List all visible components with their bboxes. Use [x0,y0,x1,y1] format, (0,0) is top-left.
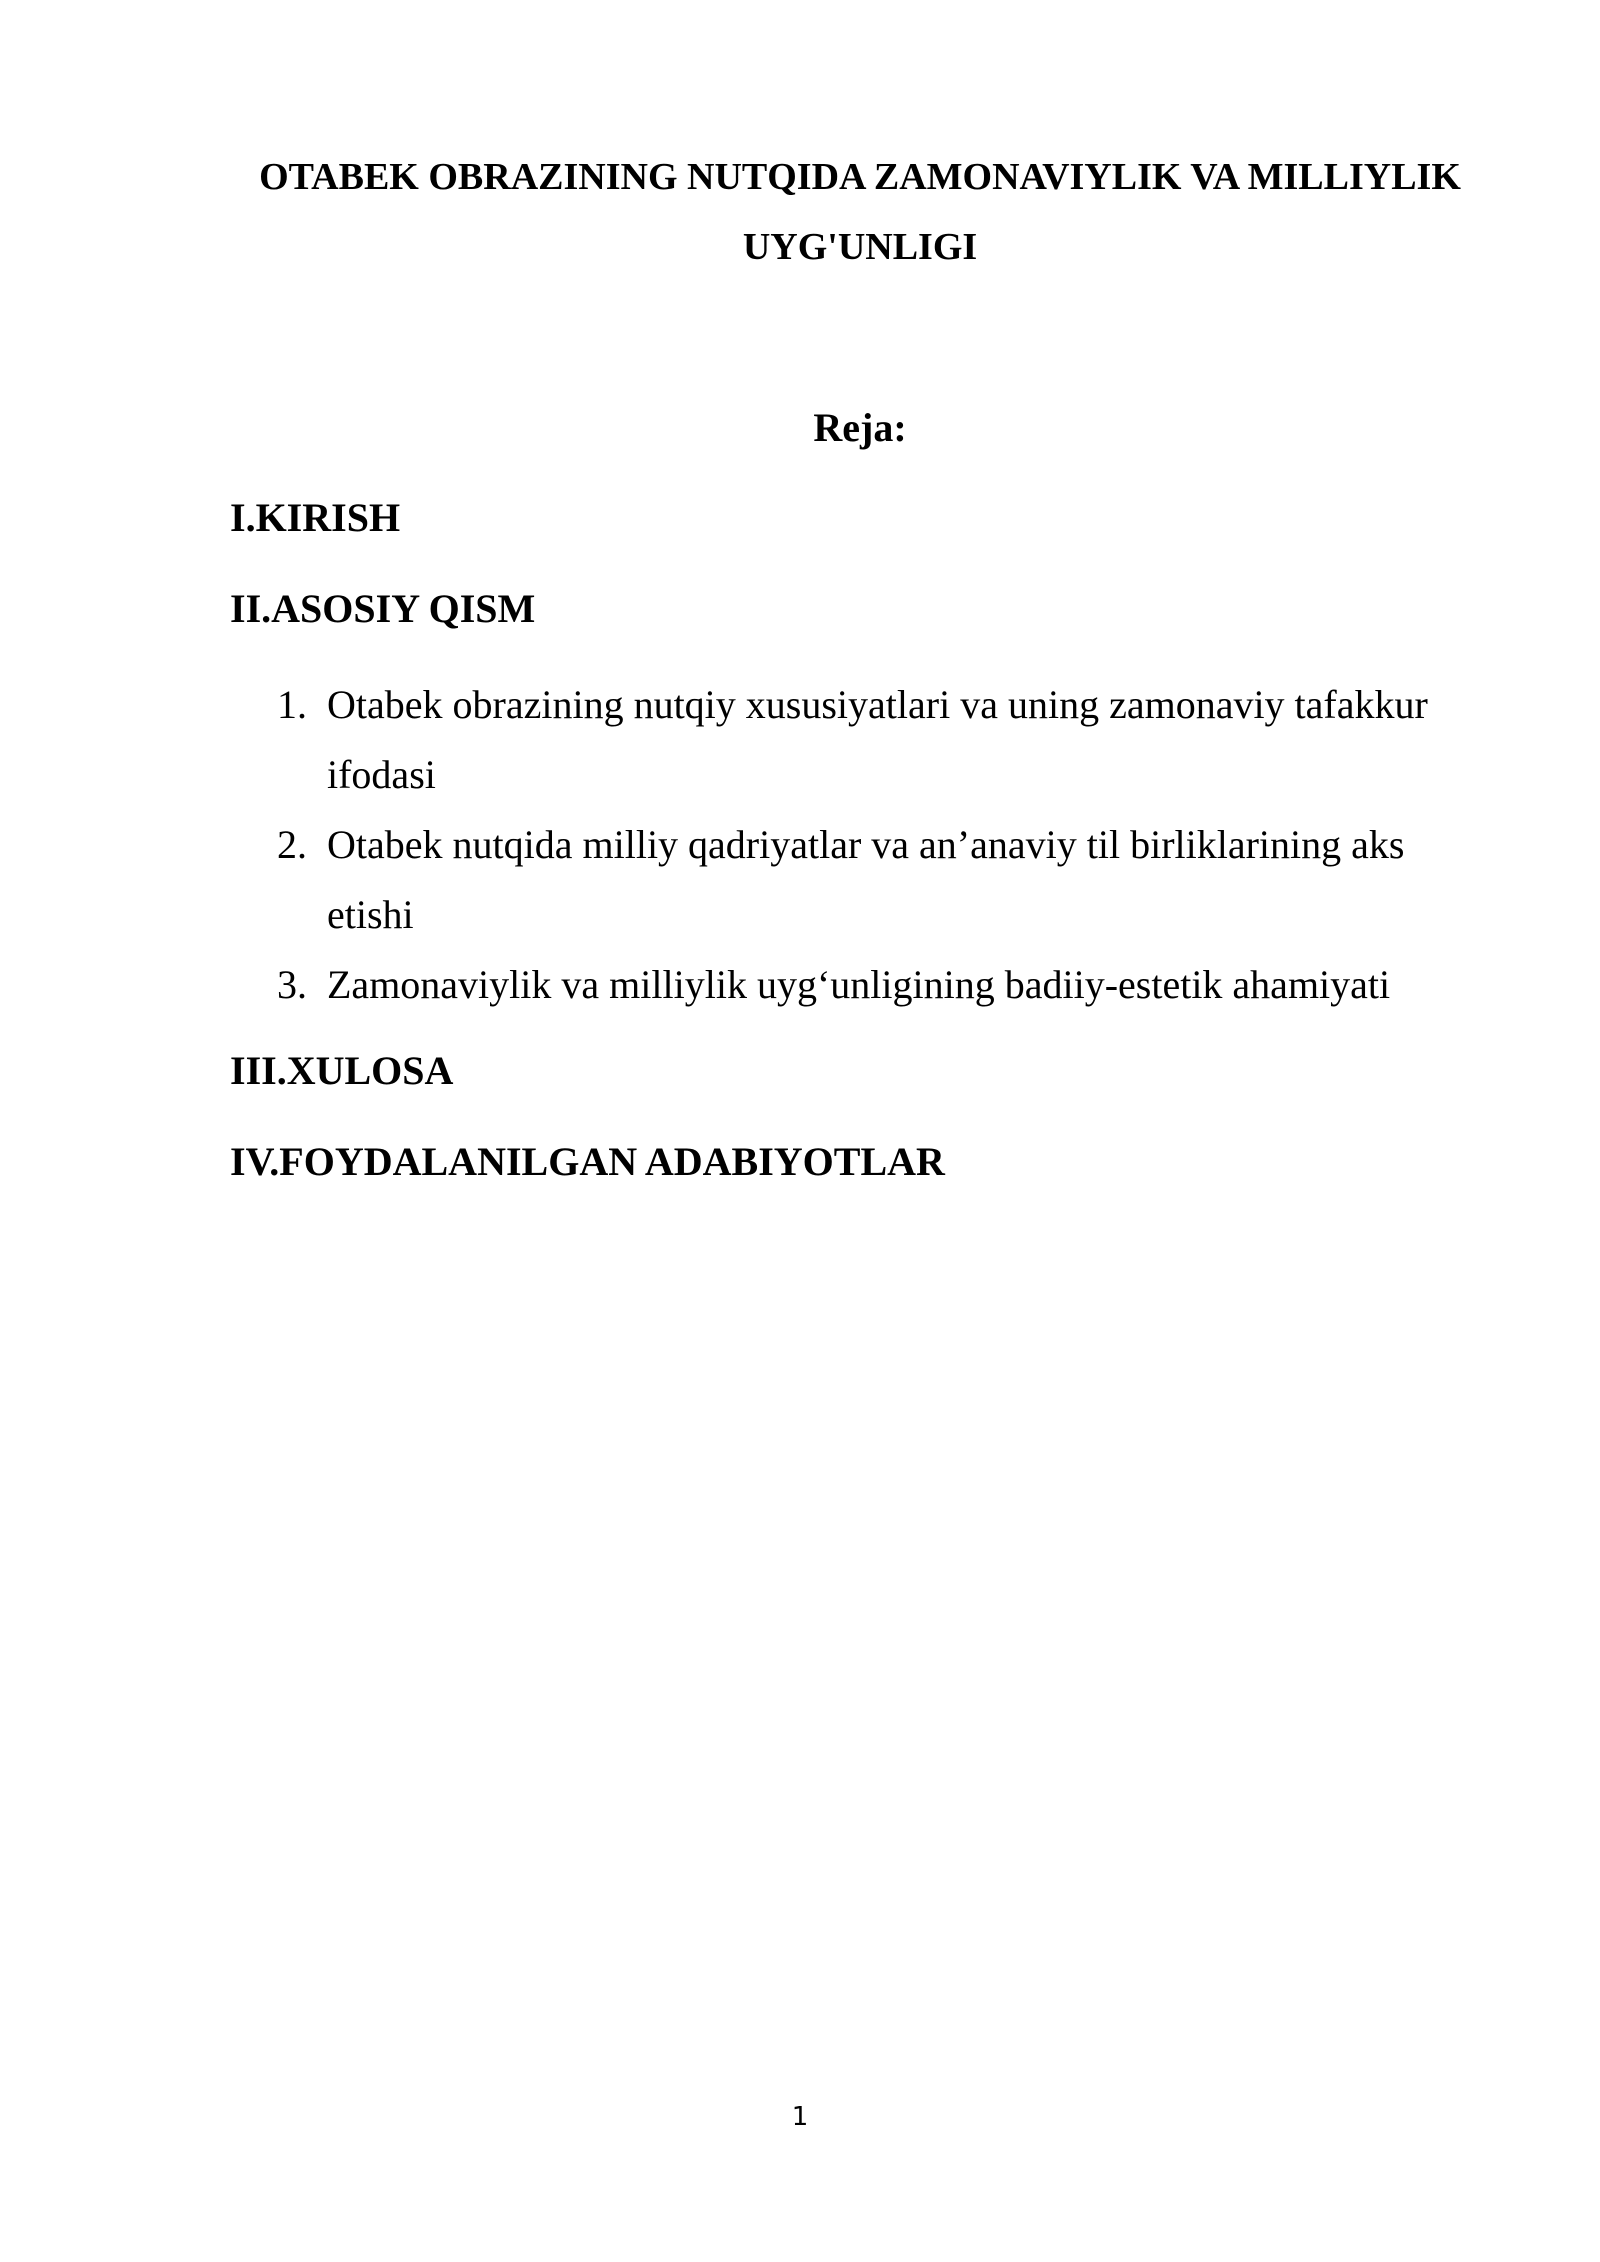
list-item-number: 1. [277,682,307,727]
list-item-text: Otabek obrazining nutqiy xususiyatlari va uning zamonaviy tafakkur ifodasi [327,682,1428,797]
page-number: 1 [791,2102,809,2132]
section-heading-conclusion: III.XULOSA [230,1048,454,1093]
list-item-number: 3. [277,962,307,1007]
section-heading-main: II.ASOSIY QISM [230,586,536,631]
list-item [230,950,1470,1020]
list-item-text: Otabek nutqida milliy qadriyatlar va an’anaviy til birliklarining aks etishi [327,822,1405,937]
list-item [230,810,1470,950]
main-part-list [230,670,1470,1020]
document-title: OTABEK OBRAZINING NUTQIDA ZAMONAVIYLIK VA MILLIYLIK UYG'UNLIGI [259,156,1461,268]
section-heading-references: IV.FOYDALANILGAN ADABIYOTLAR [230,1139,945,1184]
list-item [230,670,1470,810]
plan-heading: Reja: [813,405,907,450]
section-heading-intro: I.KIRISH [230,495,401,540]
list-item-number: 2. [277,822,307,867]
list-item-text: Zamonaviylik va milliylik uyg‘unligining badiiy-estetik ahamiyati [327,962,1391,1007]
